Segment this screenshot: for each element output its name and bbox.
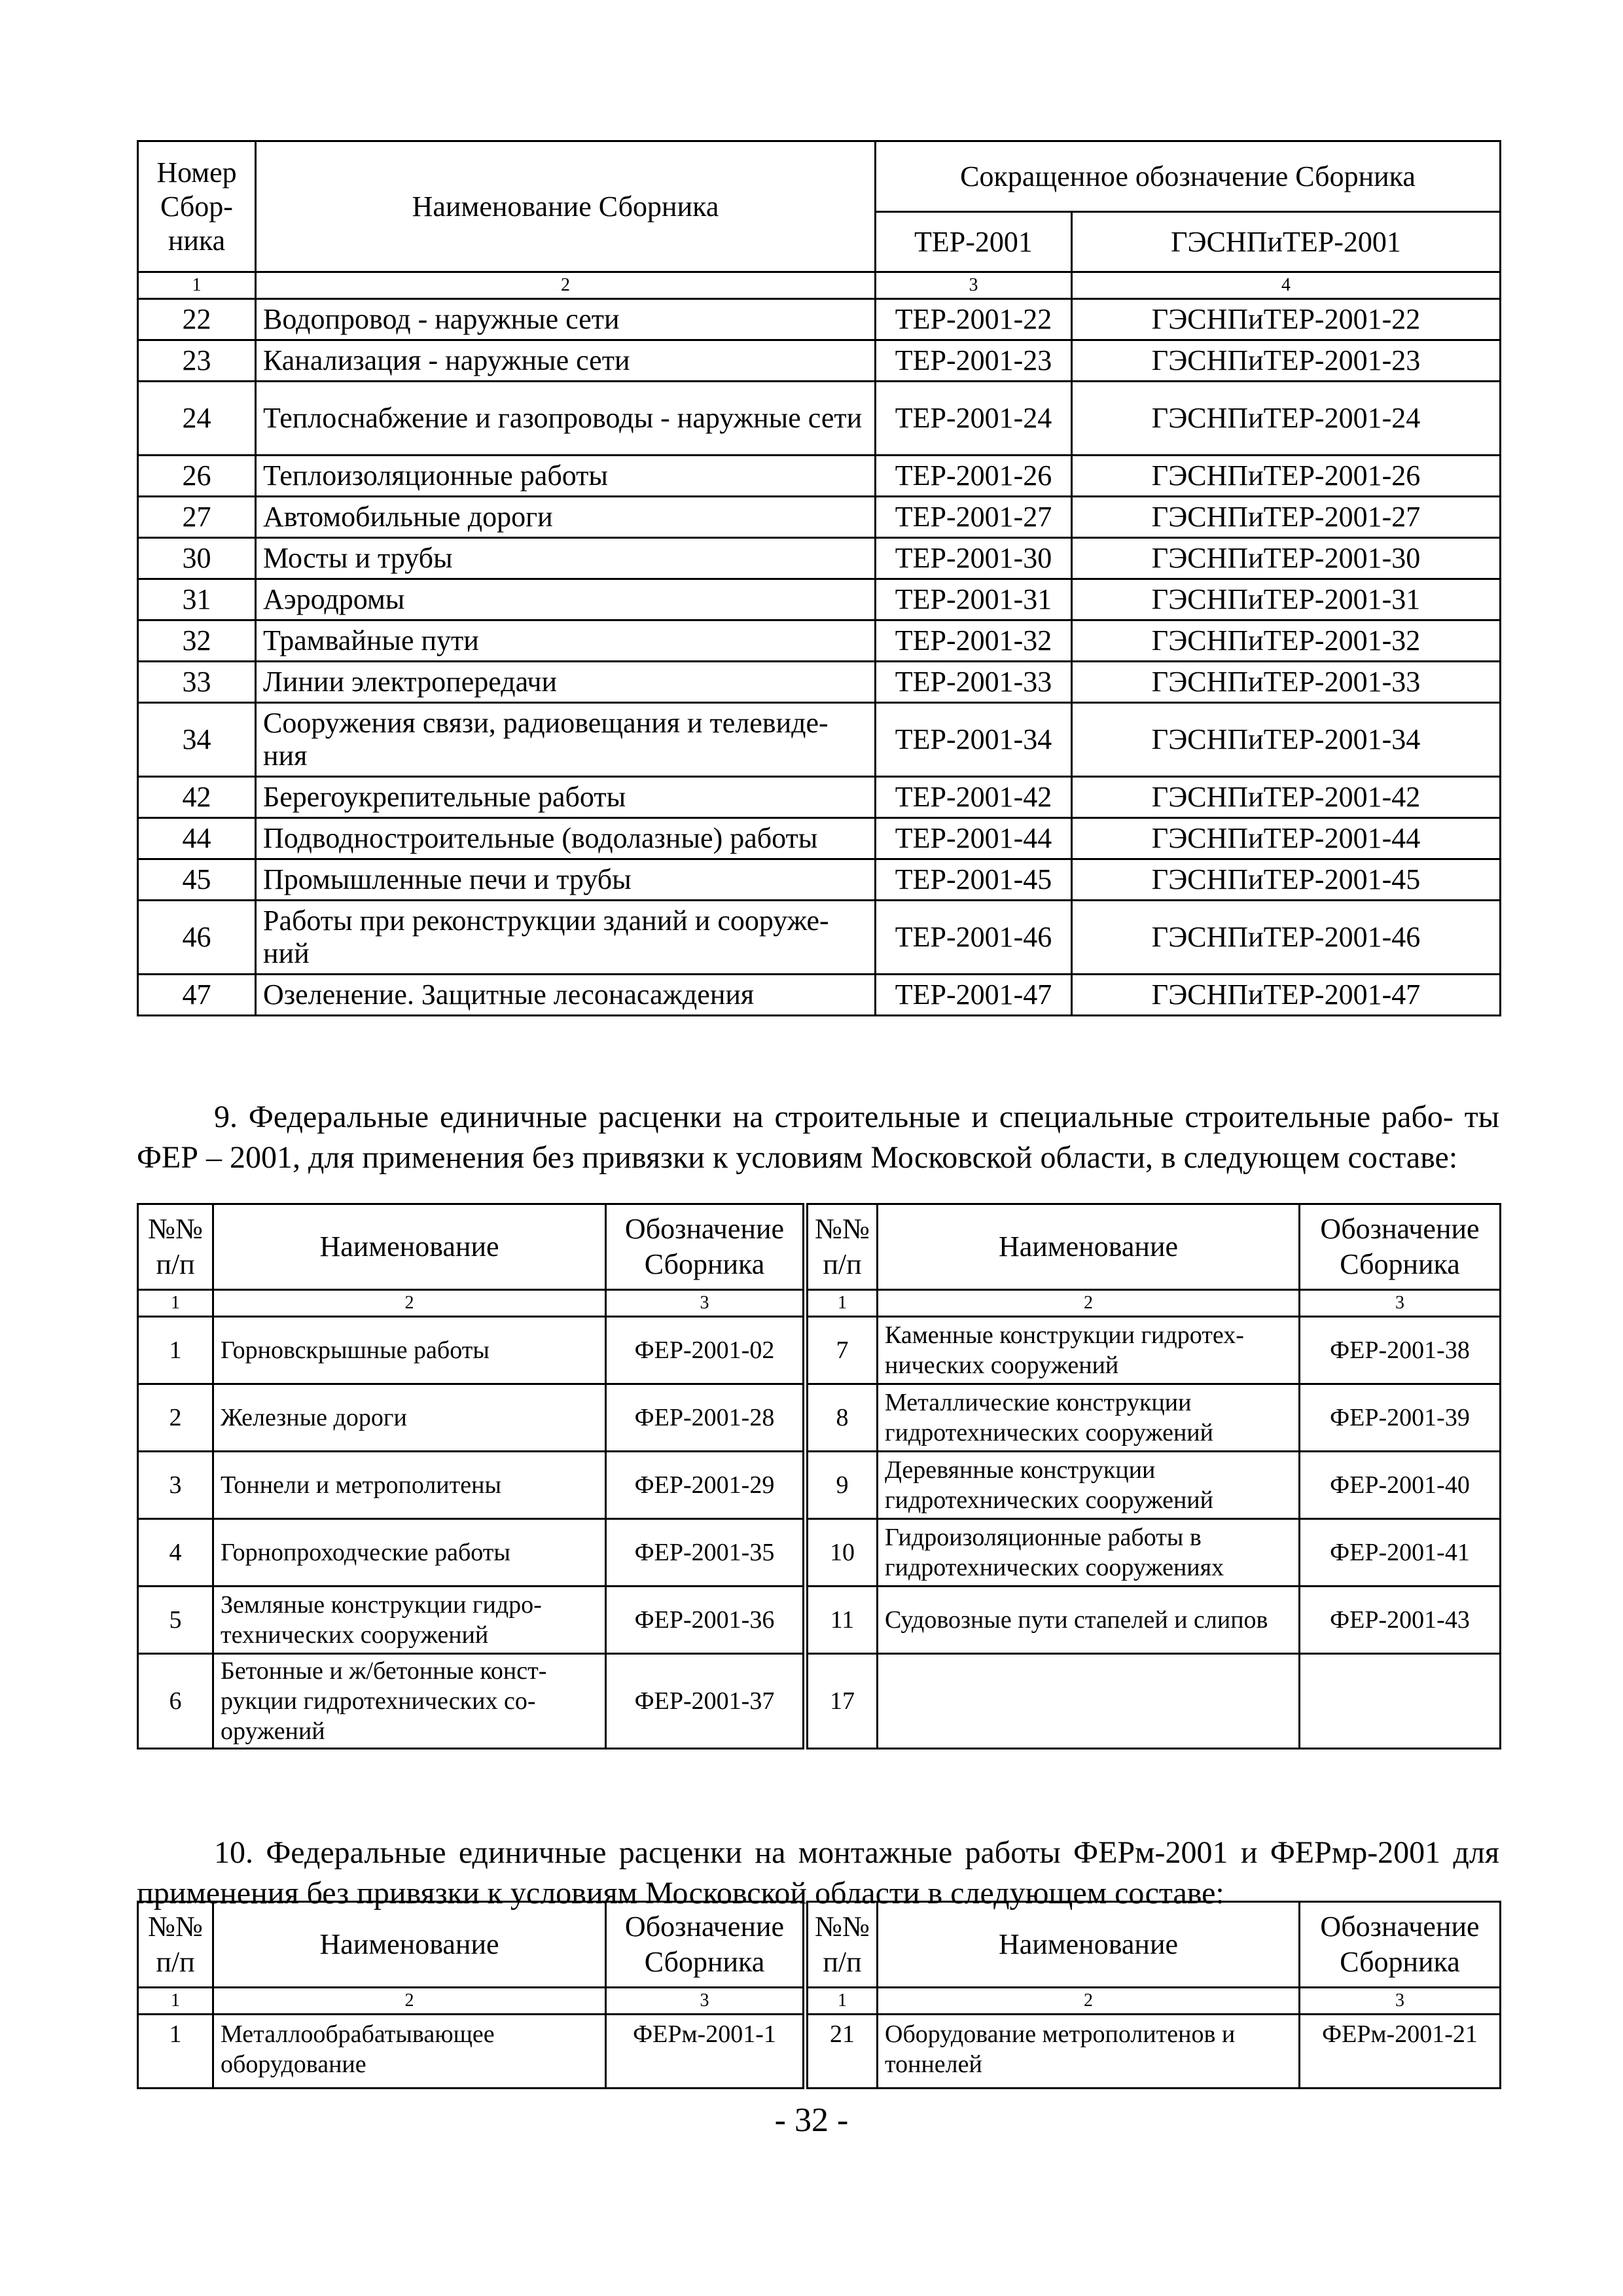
cell-gesn: ГЭСНПиТЕР-2001-46 [1072, 901, 1501, 975]
ferm-table [137, 1901, 1501, 2089]
cell-gesn: ГЭСНПиТЕР-2001-23 [1072, 340, 1501, 382]
cell-num: 34 [138, 703, 256, 777]
cell-ter: ТЕР-2001-22 [876, 299, 1072, 340]
header-name: Наименование [213, 1902, 606, 1988]
cell-num: 33 [138, 662, 256, 703]
cell-name: Канализация - наружные сети [256, 340, 876, 382]
cell-name: Судовозные пути стапелей и слипов [878, 1587, 1300, 1654]
table-row [138, 859, 1501, 901]
cell-gesn: ГЭСНПиТЕР-2001-22 [1072, 299, 1501, 340]
col-number: 3 [606, 1988, 806, 2015]
cell-gesn: ГЭСНПиТЕР-2001-27 [1072, 497, 1501, 538]
cell-ter: ТЕР-2001-42 [876, 777, 1072, 818]
table-row [138, 818, 1501, 859]
cell-ter: ТЕР-2001-34 [876, 703, 1072, 777]
col-number: 1 [806, 1988, 878, 2015]
cell-num: 31 [138, 579, 256, 620]
cell-code: ФЕРм-2001-1 [606, 2015, 806, 2089]
cell-code: ФЕР-2001-02 [606, 1317, 806, 1384]
cell-num: 26 [138, 456, 256, 497]
table-row [138, 901, 1501, 975]
table-row [138, 456, 1501, 497]
table-row [138, 1384, 1501, 1452]
cell-num: 47 [138, 975, 256, 1016]
header-code: Обозначение Сборника [1300, 1902, 1501, 1988]
cell-name: Металлические конструкции гидротехнических сооружений [878, 1384, 1300, 1452]
cell-code: ФЕР-2001-39 [1300, 1384, 1501, 1452]
cell-num: 32 [138, 620, 256, 662]
table-row [138, 975, 1501, 1016]
paragraph-10: 10. Федеральные единичные расценки на монтажные работы ФЕРм-2001 и ФЕРмр-2001 для применения без привязки к условиям Московской области в следующем составе: [137, 1835, 1499, 1910]
cell-code: ФЕР-2001-37 [606, 1654, 806, 1749]
col-number: 2 [878, 1290, 1300, 1317]
table-row [138, 662, 1501, 703]
header-gesn: ГЭСНПиТЕР-2001 [1072, 212, 1501, 272]
col-number: 3 [606, 1290, 806, 1317]
col-number: 2 [256, 272, 876, 299]
cell-num: 2 [138, 1384, 213, 1452]
cell-gesn: ГЭСНПиТЕР-2001-45 [1072, 859, 1501, 901]
cell-name: Автомобильные дороги [256, 497, 876, 538]
cell-num: 27 [138, 497, 256, 538]
cell-num: 7 [806, 1317, 878, 1384]
table-row [138, 1519, 1501, 1587]
fer-table [137, 1203, 1501, 1749]
cell-code: ФЕР-2001-38 [1300, 1317, 1501, 1384]
cell-name: Озеленение. Защитные лесонасаждения [256, 975, 876, 1016]
cell-ter: ТЕР-2001-31 [876, 579, 1072, 620]
col-number: 3 [1300, 1988, 1501, 2015]
col-number: 1 [806, 1290, 878, 1317]
cell-name: Тоннели и метрополитены [213, 1452, 606, 1519]
cell-gesn: ГЭСНПиТЕР-2001-31 [1072, 579, 1501, 620]
cell-ter: ТЕР-2001-23 [876, 340, 1072, 382]
table-row [138, 1654, 1501, 1749]
cell-num: 24 [138, 382, 256, 456]
page-number: - 32 - [774, 2102, 849, 2139]
cell-num: 22 [138, 299, 256, 340]
cell-name: Подводностроительные (водолазные) работы [256, 818, 876, 859]
collections-table [137, 140, 1501, 1016]
cell-gesn: ГЭСНПиТЕР-2001-24 [1072, 382, 1501, 456]
col-number: 2 [213, 1290, 606, 1317]
cell-ter: ТЕР-2001-26 [876, 456, 1072, 497]
cell-name: Теплоснабжение и газопроводы - наружные сети [256, 382, 876, 456]
col-number: 3 [1300, 1290, 1501, 1317]
cell-ter: ТЕР-2001-24 [876, 382, 1072, 456]
table-row [138, 2015, 1501, 2089]
cell-code: ФЕР-2001-28 [606, 1384, 806, 1452]
cell-num: 9 [806, 1452, 878, 1519]
cell-name: Оборудование метрополитенов и тоннелей [878, 2015, 1300, 2089]
cell-code: ФЕР-2001-41 [1300, 1519, 1501, 1587]
cell-num: 42 [138, 777, 256, 818]
header-name: Наименование [878, 1204, 1300, 1290]
cell-code: ФЕР-2001-43 [1300, 1587, 1501, 1654]
col-number: 1 [138, 272, 256, 299]
cell-num: 44 [138, 818, 256, 859]
header-num: №№ п/п [806, 1204, 878, 1290]
header-name: Наименование [878, 1902, 1300, 1988]
cell-name: Мосты и трубы [256, 538, 876, 579]
table-row [138, 1587, 1501, 1654]
cell-name: Работы при реконструкции зданий и сооруже- ний [256, 901, 876, 975]
table-row [138, 703, 1501, 777]
cell-name: Каменные конструкции гидротех- нических сооружений [878, 1317, 1300, 1384]
table-row [138, 299, 1501, 340]
cell-code: ФЕРм-2001-21 [1300, 2015, 1501, 2089]
table-row [138, 340, 1501, 382]
table-row [138, 538, 1501, 579]
header-num: №№ п/п [806, 1902, 878, 1988]
col-number: 2 [878, 1988, 1300, 2015]
cell-name: Берегоукрепительные работы [256, 777, 876, 818]
cell-code: ФЕР-2001-29 [606, 1452, 806, 1519]
cell-gesn: ГЭСНПиТЕР-2001-44 [1072, 818, 1501, 859]
cell-ter: ТЕР-2001-33 [876, 662, 1072, 703]
cell-num: 1 [138, 2015, 213, 2089]
cell-name: Водопровод - наружные сети [256, 299, 876, 340]
cell-gesn: ГЭСНПиТЕР-2001-34 [1072, 703, 1501, 777]
cell-gesn: ГЭСНПиТЕР-2001-26 [1072, 456, 1501, 497]
header-num: №№ п/п [138, 1902, 213, 1988]
cell-ter: ТЕР-2001-44 [876, 818, 1072, 859]
cell-ter: ТЕР-2001-47 [876, 975, 1072, 1016]
cell-num: 5 [138, 1587, 213, 1654]
cell-code: ФЕР-2001-40 [1300, 1452, 1501, 1519]
cell-name: Теплоизоляционные работы [256, 456, 876, 497]
cell-num: 30 [138, 538, 256, 579]
cell-num: 11 [806, 1587, 878, 1654]
table-row [138, 777, 1501, 818]
table-row [138, 382, 1501, 456]
header-num: №№ п/п [138, 1204, 213, 1290]
cell-name: Линии электропередачи [256, 662, 876, 703]
header-ter: ТЕР-2001 [876, 212, 1072, 272]
cell-name: Бетонные и ж/бетонные конст- рукции гидротехнических со- оружений [213, 1654, 606, 1749]
cell-ter: ТЕР-2001-30 [876, 538, 1072, 579]
cell-num: 23 [138, 340, 256, 382]
col-number: 4 [1072, 272, 1501, 299]
cell-gesn: ГЭСНПиТЕР-2001-47 [1072, 975, 1501, 1016]
header-number: Номер Сбор- ника [138, 141, 256, 272]
cell-num: 1 [138, 1317, 213, 1384]
table-row [138, 620, 1501, 662]
cell-num: 45 [138, 859, 256, 901]
cell-ter: ТЕР-2001-45 [876, 859, 1072, 901]
table-row [138, 579, 1501, 620]
paragraph-9: 9. Федеральные единичные расценки на строительные и специальные строительные рабо- ты ФЕР – 2001, для применения без привязки к условиям Московской области, в следующем составе: [137, 1100, 1499, 1175]
table-row [138, 1452, 1501, 1519]
header-code: Обозначение Сборника [606, 1902, 806, 1988]
cell-num: 4 [138, 1519, 213, 1587]
cell-code: ФЕР-2001-35 [606, 1519, 806, 1587]
cell-num: 46 [138, 901, 256, 975]
cell-name: Трамвайные пути [256, 620, 876, 662]
cell-name [878, 1654, 1300, 1749]
cell-name: Земляные конструкции гидро- технических сооружений [213, 1587, 606, 1654]
col-number: 2 [213, 1988, 606, 2015]
col-number: 1 [138, 1290, 213, 1317]
cell-name: Гидроизоляционные работы в гидротехнических сооружениях [878, 1519, 1300, 1587]
table-row [138, 1317, 1501, 1384]
cell-ter: ТЕР-2001-32 [876, 620, 1072, 662]
cell-name: Промышленные печи и трубы [256, 859, 876, 901]
col-number: 1 [138, 1988, 213, 2015]
cell-num: 10 [806, 1519, 878, 1587]
header-name: Наименование [213, 1204, 606, 1290]
cell-name: Металлообрабатывающее оборудование [213, 2015, 606, 2089]
cell-num: 21 [806, 2015, 878, 2089]
header-code: Обозначение Сборника [1300, 1204, 1501, 1290]
header-name: Наименование Сборника [256, 141, 876, 272]
cell-gesn: ГЭСНПиТЕР-2001-32 [1072, 620, 1501, 662]
cell-gesn: ГЭСНПиТЕР-2001-30 [1072, 538, 1501, 579]
cell-name: Железные дороги [213, 1384, 606, 1452]
cell-name: Горновскрышные работы [213, 1317, 606, 1384]
cell-num: 8 [806, 1384, 878, 1452]
header-code: Обозначение Сборника [606, 1204, 806, 1290]
cell-ter: ТЕР-2001-46 [876, 901, 1072, 975]
cell-name: Деревянные конструкции гидротехнических сооружений [878, 1452, 1300, 1519]
cell-ter: ТЕР-2001-27 [876, 497, 1072, 538]
cell-name: Аэродромы [256, 579, 876, 620]
cell-num: 3 [138, 1452, 213, 1519]
cell-code: ФЕР-2001-36 [606, 1587, 806, 1654]
col-number: 3 [876, 272, 1072, 299]
cell-gesn: ГЭСНПиТЕР-2001-33 [1072, 662, 1501, 703]
cell-num: 6 [138, 1654, 213, 1749]
table-row [138, 497, 1501, 538]
cell-gesn: ГЭСНПиТЕР-2001-42 [1072, 777, 1501, 818]
cell-name: Сооружения связи, радиовещания и телевиде- ния [256, 703, 876, 777]
cell-name: Горнопроходческие работы [213, 1519, 606, 1587]
cell-num: 17 [806, 1654, 878, 1749]
cell-code [1300, 1654, 1501, 1749]
header-abbr: Сокращенное обозначение Сборника [876, 141, 1501, 212]
